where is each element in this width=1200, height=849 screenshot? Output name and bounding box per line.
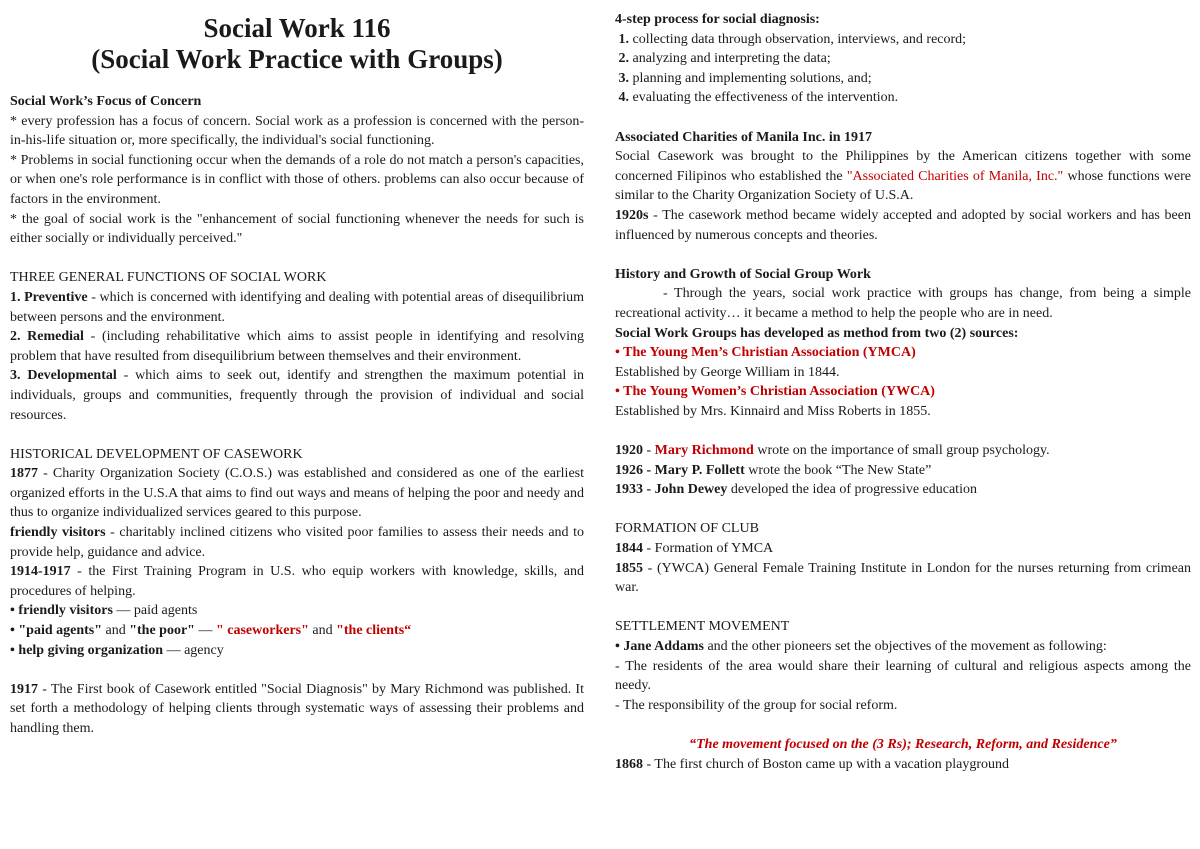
timeline-1926: 1926 - Mary P. Follett wrote the book “The New State” xyxy=(615,462,932,478)
timeline-1920: 1920 - Mary Richmond wrote on the importance of small group psychology. xyxy=(615,443,1050,459)
functions-section xyxy=(10,268,584,425)
group-work-sources-heading: Social Work Groups has developed as method from two (2) sources: xyxy=(615,325,1019,341)
focus-section xyxy=(10,92,584,249)
group-work-heading: History and Growth of Social Group Work xyxy=(615,266,871,282)
title-line-1: Social Work 116 xyxy=(203,13,391,43)
right-column xyxy=(615,10,1191,774)
charities-1920s: 1920s - The casework method became widely accepted and adopted by social workers and has been influenced by numerous concepts and theories. xyxy=(615,207,1191,243)
source-ywca: • The Young Women’s Christian Association (YWCA) xyxy=(615,384,935,400)
club-section xyxy=(615,519,1191,597)
diagnosis-step: 4. evaluating the effectiveness of the intervention. xyxy=(618,90,899,106)
group-work-intro: - Through the years, social work practice with groups has change, from being a simple recreational activity… it became a method to help the people who are in need. xyxy=(615,286,1191,321)
diagnosis-heading: 4-step process for social diagnosis: xyxy=(615,12,820,27)
settlement-section xyxy=(615,617,1191,774)
club-heading: FORMATION OF CLUB xyxy=(615,521,759,537)
casework-1877: 1877 - Charity Organization Society (C.O.S.) was established and considered as one of the earliest organized efforts in the U.S.A that aims to find out ways and means of helping the poor and needy and thus to organize individualized services geared to this purpose. xyxy=(10,466,584,521)
club-1855: 1855 - (YWCA) General Female Training Institute in London for the nurses returning from crimean war. xyxy=(615,560,1191,596)
settlement-objective-1: - The residents of the area would share their learning of cultural and religious aspects among the needy. xyxy=(615,658,1191,694)
settlement-jane-addams: • Jane Addams and the other pioneers set the objectives of the movement as following: xyxy=(615,639,1107,654)
casework-section xyxy=(10,445,584,739)
casework-bullet-1: • friendly visitors — paid agents xyxy=(10,603,198,619)
charities-paragraph: Social Casework was brought to the Philippines by the American citizens together with some concerned Filipinos who established the "Associated Charities of Manila, Inc." whose functions were similar to the Charity Organization Society of U.S.A. xyxy=(615,149,1192,204)
timeline-1933: 1933 - John Dewey developed the idea of progressive education xyxy=(615,482,977,498)
source-ymca: • The Young Men’s Christian Association (YMCA) xyxy=(615,345,916,361)
diagnosis-step: 3. planning and implementing solutions, and; xyxy=(618,70,872,86)
focus-paragraph-1: * every profession has a focus of concern. Social work as a profession is concerned with the person-in-his-life situation or, more specifically, the individual's social functioning. xyxy=(10,113,584,149)
casework-bullet-2: • "paid agents" and "the poor" — " caseworkers" and "the clients“ xyxy=(10,623,412,639)
charities-heading: Associated Charities of Manila Inc. in 1917 xyxy=(615,129,873,145)
charities-section xyxy=(615,128,1191,246)
title-line-2: (Social Work Practice with Groups) xyxy=(91,44,503,74)
left-column xyxy=(10,0,584,739)
casework-friendly-visitors: friendly visitors - charitably inclined citizens who visited poor families to assess their needs and to provide help, guidance and advice. xyxy=(10,525,585,560)
settlement-objective-2: - The responsibility of the group for social reform. xyxy=(615,697,898,713)
function-remedial: 2. Remedial - (including rehabilitative which aims to assist people in identifying and resolving problem that have resulted from disequilibrium between themselves and their environment. xyxy=(10,329,585,364)
settlement-heading: SETTLEMENT MOVEMENT xyxy=(615,619,790,635)
functions-heading: THREE GENERAL FUNCTIONS OF SOCIAL WORK xyxy=(10,270,327,286)
diagnosis-step: 1. collecting data through observation, interviews, and record; xyxy=(618,31,967,47)
casework-1917: 1917 - The First book of Casework entitled "Social Diagnosis" by Mary Richmond was published. It set forth a methodology of helping clients through systematic ways of assessing their problems and handling them. xyxy=(10,681,584,736)
function-developmental: 3. Developmental - which aims to seek out, identify and strengthen the maximum potential in individuals, groups and communities, frequently through the provision of individual and social resources. xyxy=(10,368,584,423)
diagnosis-step: 2. analyzing and interpreting the data; xyxy=(618,51,831,67)
casework-heading: HISTORICAL DEVELOPMENT OF CASEWORK xyxy=(10,446,303,462)
group-work-section xyxy=(615,265,1191,500)
focus-paragraph-3: * the goal of social work is the "enhancement of social functioning whenever the needs for such is either socially or individually perceived." xyxy=(10,211,584,247)
focus-heading: Social Work’s Focus of Concern xyxy=(10,94,202,109)
focus-paragraph-2: * Problems in social functioning occur when the demands of a role do not match a person's capacities, or when one's role performance is in conflict with those of others. problems can also occur because of factors in the environment. xyxy=(10,152,584,207)
club-1844: 1844 - Formation of YMCA xyxy=(615,541,774,557)
document-title xyxy=(10,0,584,75)
source-ymca-established: Established by George William in 1844. xyxy=(615,364,840,380)
diagnosis-section xyxy=(615,10,1191,108)
settlement-1868: 1868 - The first church of Boston came up with a vacation playground xyxy=(615,756,1009,772)
function-preventive: 1. Preventive - which is concerned with identifying and dealing with potential areas of disequilibrium between persons and the environment. xyxy=(10,289,584,325)
settlement-quote: “The movement focused on the (3 Rs); Research, Reform, and Residence” xyxy=(689,736,1117,752)
source-ywca-established: Established by Mrs. Kinnaird and Miss Roberts in 1855. xyxy=(615,403,931,419)
casework-bullet-3: • help giving organization — agency xyxy=(10,642,224,658)
casework-1914: 1914-1917 - the First Training Program in U.S. who equip workers with knowledge, skills, and procedures of helping. xyxy=(10,564,584,599)
